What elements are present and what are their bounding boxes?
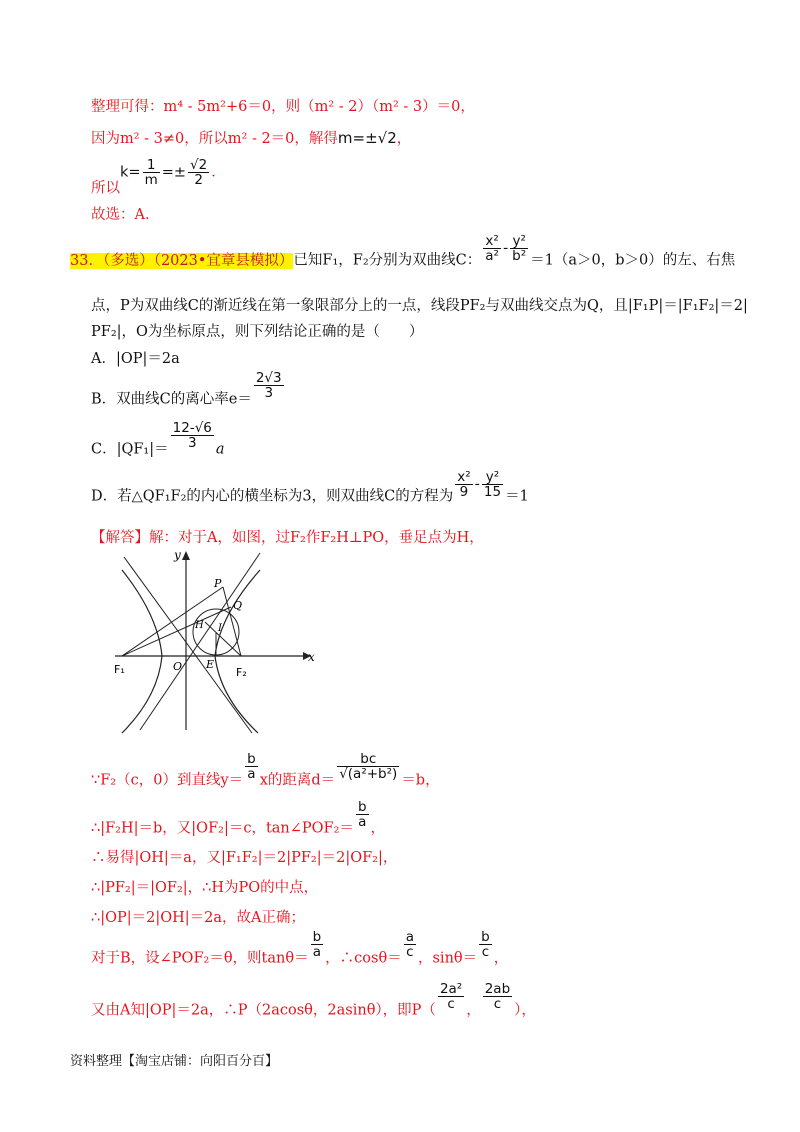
eq-x2-over-a2 [483, 234, 501, 263]
fraction-distance [337, 752, 399, 781]
fraction-py [483, 982, 512, 1011]
answer-l2-a: ∴|F₂H|＝b，又|OF₂|＝c，tan∠POF₂＝ [91, 820, 354, 837]
frac-num: 12-√6 [172, 420, 212, 436]
frac-den: a [358, 814, 367, 831]
frac-num: 2√3 [255, 370, 282, 386]
frac-den: a [247, 766, 256, 783]
k-symbol: k [120, 164, 129, 181]
solution-line-2-text: 因为m² - 3≠0，所以m² - 2＝0，解得 [91, 131, 338, 147]
frac-den: m [144, 172, 158, 189]
answer-l7-sep: ， [466, 1002, 481, 1019]
answer-line-4: ∴|PF₂|＝|OF₂|，∴H为PO的中点， [91, 880, 319, 896]
label-f1: F₁ [114, 663, 125, 676]
frac-den: a² [485, 248, 499, 265]
eq-y2-over-b2 [510, 234, 528, 263]
option-b-fraction [254, 371, 284, 400]
option-c-fraction [171, 421, 214, 450]
solution-line-4: 故选：A． [91, 207, 160, 223]
frac-num: 1 [143, 158, 160, 173]
option-d: D．若△QF₁F₂的内心的横坐标为3，则双曲线C的方程为 $\frac{\text{x²}}{9}$ - $\frac{\text{y²}}{15}$ ＝1 [91, 469, 529, 505]
answer-l1-b: x的距离d＝ [259, 772, 336, 789]
option-b-text: B．双曲线C的离心率e＝ [91, 391, 252, 408]
option-a: A．|OP|＝2a [91, 351, 180, 367]
label-i: I [218, 623, 222, 634]
fraction-tan [356, 800, 369, 829]
answer-l7-a: 又由A知|OP|＝2a，∴P（2acosθ，2asinθ），即P（ [91, 1002, 436, 1019]
answer-l7-end: ）， [514, 1002, 536, 1019]
frac-den: 9 [459, 484, 469, 501]
label-x: x [308, 650, 315, 664]
option-d-tail: ＝1 [505, 488, 529, 505]
segment-f1-p [122, 587, 223, 656]
frac-num: 2a² [439, 981, 463, 997]
label-p: P [214, 577, 222, 590]
answer-l1-c: ＝b， [401, 772, 440, 789]
frac-den: c [481, 944, 490, 961]
option-d-text: D．若△QF₁F₂的内心的横坐标为3，则双曲线C的方程为 [91, 488, 454, 505]
asymptote-1 [140, 553, 260, 730]
footer-note: 资料整理【淘宝店铺：向阳百分百】 [70, 1054, 279, 1069]
question-33-line-3: PF₂|，O为坐标原点，则下列结论正确的是（ ） [91, 324, 424, 340]
frac-den: 3 [264, 385, 274, 402]
question-33-line-2: 点，P为双曲线C的渐近线在第一象限部分上的一点，线段PF₂与双曲线交点为Q，且|F₁P|＝|F₁F₂|＝2| [91, 298, 748, 314]
frac-num: b [357, 799, 367, 815]
frac-den: 3 [187, 435, 197, 452]
right-branch [215, 570, 260, 733]
frac-num: 2ab [484, 981, 511, 997]
label-f2: F₂ [236, 666, 247, 679]
solution-line-3: 所以k= $\frac{1}{m}$ =± $\frac{√2}{2}$ ． [91, 157, 226, 197]
frac-den: c [447, 996, 455, 1013]
question-number: 33．（多选）（2023•宜章县模拟） [70, 252, 294, 269]
frac-den: 15 [483, 484, 502, 501]
answer-line-7 [91, 982, 536, 1020]
frac-num: b [312, 929, 322, 945]
frac-num: y² [482, 470, 503, 485]
frac-den: 2 [194, 172, 203, 189]
answer-line-3: ∴易得|OH|＝a，又|F₁F₂|＝2|PF₂|＝2|OF₂|， [91, 850, 398, 866]
fraction-cos-theta [404, 930, 416, 959]
frac-num: a [405, 929, 414, 945]
frac-den: √(a²+b²) [339, 766, 398, 783]
solution-m-value: m=±√2 [337, 129, 397, 147]
label-y: y [174, 548, 181, 562]
label-e: E [206, 658, 215, 671]
option-c-tail: a [215, 441, 225, 458]
label-q: Q [233, 599, 243, 612]
fraction-sqrt2-over-2 [188, 158, 209, 187]
option-d-fraction-1 [455, 470, 472, 499]
answer-line-6 [91, 930, 508, 968]
frac-num: √2 [190, 157, 208, 173]
answer-l1-a: ∵F₂（c，0）到直线y＝ [91, 772, 244, 789]
fraction-b-over-a [245, 752, 258, 781]
label-h: H [195, 620, 204, 631]
option-b [91, 371, 286, 409]
question-intro-end: ＝1（a＞0，b＞0）的左、右焦 [530, 252, 736, 269]
y-axis-arrow [182, 551, 190, 560]
frac-num: bc [337, 752, 399, 767]
frac-num: b [481, 929, 490, 945]
question-intro: 已知F₁，F₂分别为双曲线C： [293, 252, 482, 269]
frac-num: b [247, 751, 256, 767]
answer-header: 【解答】解：对于A，如图，过F₂作F₂H⊥PO，垂足点为H， [91, 530, 484, 546]
frac-den: c [493, 996, 502, 1013]
frac-num: x² [457, 469, 471, 485]
answer-l6-b: ，∴cosθ＝ [325, 950, 402, 967]
frac-den: c [406, 944, 414, 961]
fraction-px [438, 982, 464, 1011]
plus-minus: =± [161, 164, 187, 181]
answer-l6-a: 对于B，设∠POF₂＝θ，则tanθ＝ [91, 950, 309, 967]
answer-l2-c: ， [370, 820, 386, 837]
frac-den: a [312, 944, 322, 961]
fraction-sin-theta [479, 930, 492, 959]
frac-den: b² [512, 248, 527, 265]
so-label: 所以 [91, 180, 120, 197]
answer-l6-c: ，sinθ＝ [417, 950, 478, 967]
hyperbola-figure [110, 545, 320, 735]
label-o: O [173, 660, 183, 673]
option-c [91, 421, 225, 459]
answer-l6-e: ， [493, 950, 509, 967]
solution-line-1: 整理可得：m⁴ - 5m²+6＝0，则（m² - 2）（m² - 3）＝0， [91, 99, 475, 115]
fraction-1-over-m [143, 158, 160, 187]
answer-line-1 [91, 752, 440, 790]
option-d-fraction-2 [482, 470, 503, 499]
question-33-line-1: 33．（多选）（2023•宜章县模拟）已知F₁，F₂分别为双曲线C： $\frac{\text{x²}}{\text{a²}}$ - $\frac{\text{y²}}{\text{b²}}$ ＝1（a＞0，b＞0）的左、右焦 [70, 233, 736, 269]
frac-num: y² [510, 234, 528, 249]
solution-line-2: 因为m² - 3≠0，所以m² - 2＝0，解得m=±√2， [91, 129, 412, 147]
answer-line-5: ∴|OP|＝2|OH|＝2a，故A正确； [91, 910, 306, 926]
option-c-text: C．|QF₁|＝ [91, 441, 169, 458]
fraction-tan-theta [311, 930, 324, 959]
frac-num: x² [483, 234, 501, 249]
answer-line-2 [91, 800, 385, 838]
